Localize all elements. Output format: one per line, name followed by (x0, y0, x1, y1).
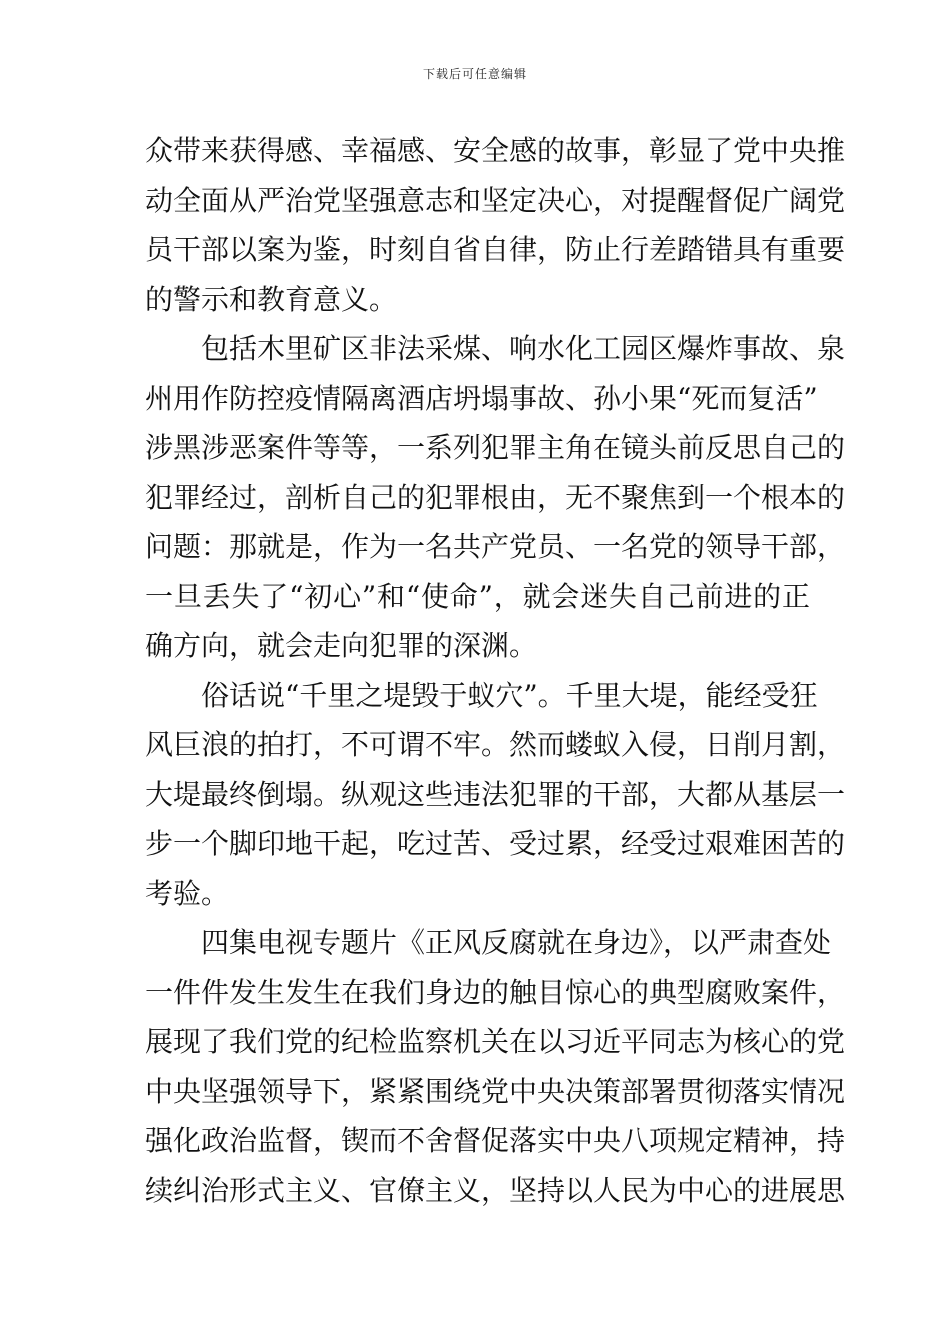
text-line: 一旦丢失了“初心”和“使命”，就会迷失自己前进的正 (145, 579, 810, 613)
text-line: 犯罪经过，剖析自己的犯罪根由，无不聚焦到一个根本的 (145, 480, 846, 514)
paragraph-1 (145, 126, 846, 324)
text-line: 众带来获得感、幸福感、安全感的故事，彰显了党中央推 (145, 134, 846, 167)
text-line: 中央坚强领导下，紧紧围绕党中央决策部署贯彻落实情况 (145, 1074, 846, 1108)
document-body (145, 126, 846, 1215)
text-line: 问题：那就是，作为一名共产党员、一名党的领导干部， (145, 530, 846, 563)
paragraph-3 (145, 671, 846, 919)
text-line: 考验。 (145, 876, 230, 910)
text-line: 的警示和教育意义。 (145, 282, 398, 316)
text-line: 强化政治监督，锲而不舍督促落实中央八项规定精神，持 (145, 1124, 846, 1157)
text-line: 包括木里矿区非法采煤、响水化工园区爆炸事故、泉 (201, 332, 846, 365)
text-line: 大堤最终倒塌。纵观这些违法犯罪的干部，大都从基层一 (145, 777, 846, 811)
text-line: 风巨浪的拍打，不可谓不牢。然而蝼蚁入侵，日削月割， (145, 728, 846, 761)
text-line: 四集电视专题片《正风反腐就在身边》，以严肃查处 (201, 926, 832, 959)
paragraph-2 (145, 324, 846, 671)
text-line: 州用作防控疫情隔离酒店坍塌事故、孙小果“死而复活” (145, 381, 818, 415)
text-line: 展现了我们党的纪检监察机关在以习近平同志为核心的党 (145, 1025, 846, 1058)
text-line: 确方向，就会走向犯罪的深渊。 (145, 629, 538, 662)
header-note: 下载后可任意编辑 (422, 67, 527, 81)
text-line: 步一个脚印地干起，吃过苦、受过累，经受过艰难困苦的 (145, 827, 846, 860)
text-line: 俗话说“千里之堤毁于蚁穴”。千里大堤，能经受狂 (201, 678, 818, 712)
text-line: 动全面从严治党坚强意志和坚定决心，对提醒督促广阔党 (145, 183, 846, 217)
text-line: 涉黑涉恶案件等等，一系列犯罪主角在镜头前反思自己的 (145, 431, 846, 464)
text-line: 员干部以案为鉴，时刻自省自律，防止行差踏错具有重要 (145, 233, 846, 266)
text-line: 一件件发生发生在我们身边的触目惊心的典型腐败案件， (145, 975, 846, 1009)
paragraph-4 (145, 918, 846, 1215)
text-line: 续纠治形式主义、官僚主义，坚持以人民为中心的进展思 (145, 1173, 846, 1207)
